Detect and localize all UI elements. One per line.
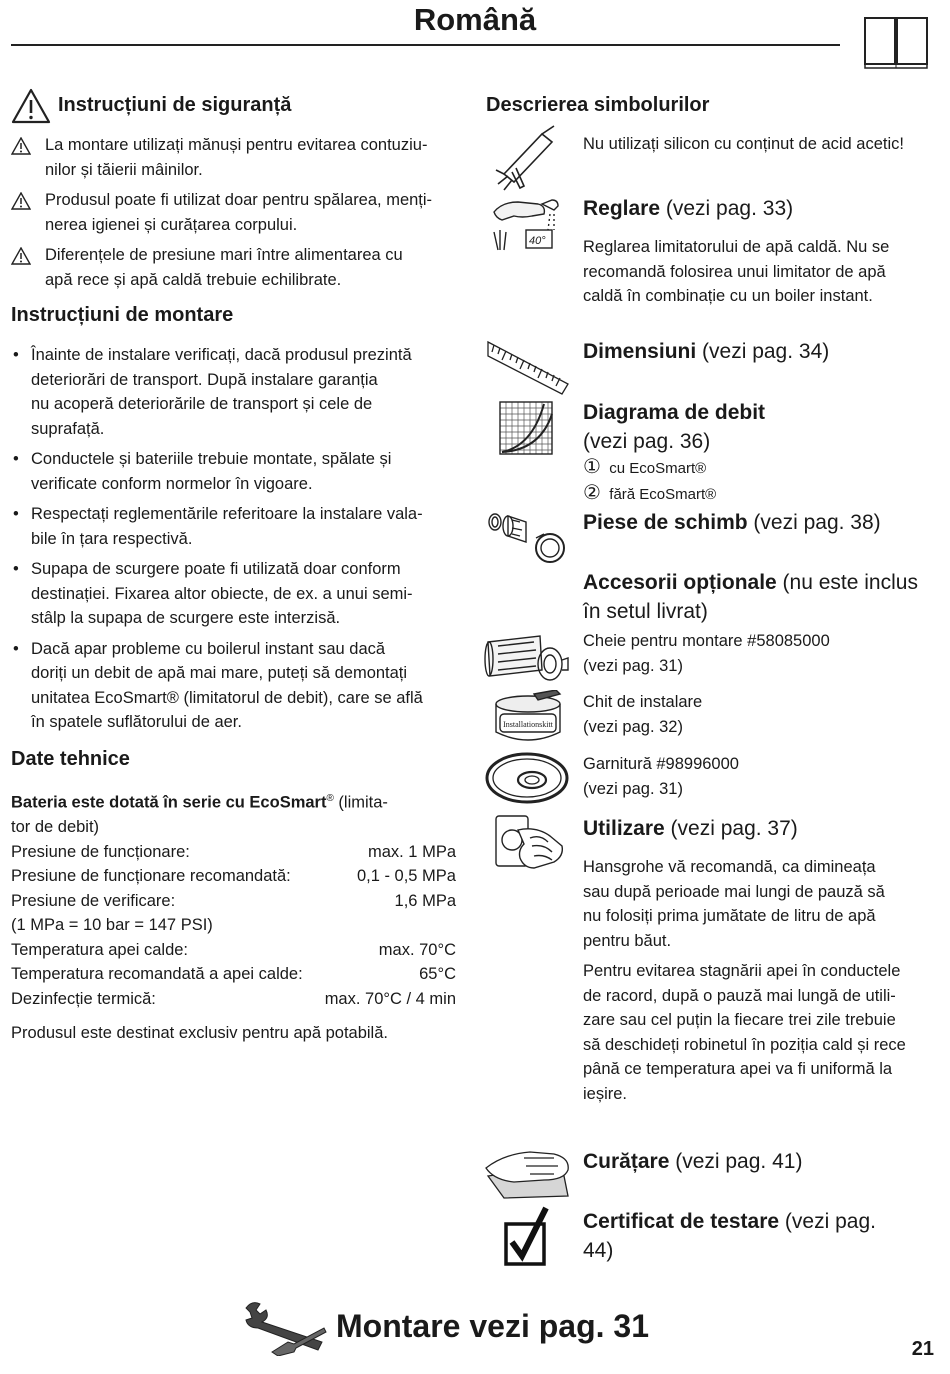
- line: caldă în combinație cu un boiler instant.: [583, 287, 873, 305]
- line: Garnitură #98996000: [583, 755, 739, 773]
- line: nerea igienei și curățarea corpului.: [45, 215, 298, 234]
- mounting-key-icon: [484, 630, 570, 686]
- spec-value: max. 70°C / 4 min: [324, 989, 456, 1008]
- safety-list: [11, 133, 461, 298]
- page-title: Română: [413, 2, 537, 37]
- certificat-ref-line: 44): [583, 1239, 614, 1262]
- symbols-heading: Descrierea simbolurilor: [486, 94, 710, 116]
- spec-row: [11, 889, 456, 914]
- spec-label: Temperatura apei calde:: [11, 940, 189, 959]
- legend-item: [583, 455, 716, 481]
- spec-row: [11, 864, 456, 889]
- line: în spatele suflătorului de aer.: [31, 713, 242, 731]
- safety-heading: Instrucțiuni de siguranță: [58, 94, 292, 116]
- garnitura-text: [583, 752, 739, 801]
- reglare-bold: Reglare: [583, 197, 661, 220]
- certificat-ref: (vezi pag.: [779, 1210, 876, 1233]
- line: Chit de instalare: [583, 693, 703, 711]
- list-item: [11, 557, 461, 631]
- silicone-gun-icon: [494, 124, 558, 192]
- legend-label: cu EcoSmart®: [609, 460, 707, 477]
- warning-icon: [11, 192, 31, 210]
- line: • Respectați reglementările referitoare la instalare vala-: [31, 505, 423, 523]
- line: apă rece și apă caldă trebuie echilibrate.: [45, 270, 342, 289]
- line: La montare utilizați mănuși pentru evitarea contuziu-: [45, 136, 428, 154]
- intro-rest-line: tor de debit): [11, 818, 100, 836]
- legend-item: [583, 481, 716, 507]
- line: nu acoperă deteriorările de transport și cele de: [31, 395, 373, 413]
- technical-intro: [11, 787, 456, 815]
- utilizare-p1: [583, 855, 935, 953]
- spec-label: Presiune de verificare:: [11, 891, 176, 910]
- dimensiuni-ref: (vezi pag. 34): [696, 340, 830, 363]
- safety-item: [11, 243, 461, 292]
- line: stâlp la supapa de scurgere este interzisă.: [31, 609, 341, 627]
- line: destinației. Fixarea altor obiecte, de ex. a unui semi-: [31, 584, 413, 603]
- silicone-text: Nu utilizați silicon cu conținut de acid acetic!: [583, 135, 904, 153]
- flow-diagram-icon: [498, 400, 554, 456]
- intro-bold: Bateria este dotată în serie cu EcoSmart: [11, 793, 327, 812]
- diagrama-legend: [583, 455, 716, 507]
- title-rule: [11, 44, 840, 46]
- accesorii-ref-line: în setul livrat): [583, 600, 708, 623]
- footer-montare: Montare vezi pag. 31: [336, 1308, 649, 1344]
- line: deteriorări de transport. După instalare garanția: [31, 370, 378, 389]
- certificat-bold: Certificat de testare: [583, 1210, 780, 1233]
- ruler-icon: [486, 340, 570, 396]
- curatare-bold: Curățare: [583, 1150, 670, 1173]
- technical-heading: Date tehnice: [11, 748, 130, 770]
- cheie-text: [583, 629, 830, 678]
- piese-ref: (vezi pag. 38): [747, 511, 881, 534]
- line: unitatea EcoSmart® (limitatorul de debit), care se află: [31, 688, 423, 707]
- putty-label: Installationskitt: [503, 720, 553, 729]
- utilizare-bold: Utilizare: [583, 817, 665, 840]
- reglare-text: [583, 235, 933, 309]
- thermostat-hand-icon: [492, 194, 564, 254]
- spec-row: [11, 840, 456, 865]
- utilizare-title: [583, 814, 798, 843]
- line: • Înainte de instalare verificați, dacă produsul prezintă: [31, 346, 412, 364]
- curatare-ref: (vezi pag. 41): [669, 1150, 803, 1173]
- intro-rest: (limita-: [333, 793, 388, 812]
- line: până ce temperatura apei va fi uniformă la: [583, 1060, 893, 1078]
- curatare-title: [583, 1147, 802, 1176]
- hand-valve-icon: [490, 812, 566, 872]
- spec-row: [11, 987, 456, 1012]
- reglare-ref: (vezi pag. 33): [660, 197, 794, 220]
- accesorii-ref: (nu este inclus: [776, 571, 918, 594]
- line: sau după perioade mai lungi de pauză să: [583, 882, 885, 901]
- spec-value: max. 70°C: [378, 940, 456, 959]
- list-item: [11, 637, 461, 735]
- line: verificate conform normelor în vigoare.: [31, 474, 313, 493]
- circled-two: ②: [583, 482, 601, 504]
- checkbox-certificate-icon: [502, 1206, 550, 1268]
- list-item: [11, 343, 461, 441]
- spec-value: 65°C: [419, 965, 456, 983]
- dimensiuni-title: [583, 337, 829, 366]
- line: zare sau cel puțin la fiecare trei zile trebuie: [583, 1011, 896, 1029]
- line: Pentru evitarea stagnării apei în conductele: [583, 962, 901, 980]
- warning-icon: [11, 247, 31, 265]
- warning-triangle-large-icon: [11, 88, 51, 124]
- circled-one: ①: [583, 456, 601, 478]
- registered-mark: ®: [326, 793, 334, 804]
- spec-label: Presiune de funcționare recomandată:: [11, 867, 291, 885]
- accesorii-bold: Accesorii opționale: [583, 571, 777, 594]
- line: Hansgrohe vă recomandă, ca dimineața: [583, 858, 876, 876]
- spec-label: Presiune de funcționare:: [11, 842, 190, 861]
- diagrama-ref: (vezi pag. 36): [583, 430, 711, 453]
- line: Cheie pentru montare #58085000: [583, 632, 830, 650]
- thermostat-display: 40°: [529, 235, 546, 247]
- line: Diferențele de presiune mari între alimentarea cu: [45, 246, 403, 264]
- spec-row: [11, 962, 456, 987]
- reglare-title: [583, 194, 793, 223]
- technical-block: [11, 787, 456, 1011]
- line: (vezi pag. 31): [583, 656, 683, 675]
- tools-icon: [242, 1298, 328, 1356]
- spec-row: [11, 913, 456, 938]
- spec-row: [11, 938, 456, 963]
- diagrama-title: [583, 398, 765, 427]
- list-item: [11, 502, 461, 551]
- line: • Dacă apar probleme cu boilerul instant sau dacă: [31, 639, 386, 658]
- warning-icon: [11, 137, 31, 155]
- line: (vezi pag. 32): [583, 717, 683, 736]
- line: să deschideți robinetul în poziția cald și rece: [583, 1035, 906, 1054]
- potable-note: Produsul este destinat exclusiv pentru apă potabilă.: [11, 1024, 388, 1042]
- line: nilor și tăierii mâinilor.: [45, 160, 203, 179]
- line: Reglarea limitatorului de apă caldă. Nu se: [583, 238, 890, 256]
- safety-item: [11, 133, 461, 182]
- gasket-icon: [484, 752, 570, 808]
- spec-value: max. 1 MPa: [367, 842, 456, 861]
- line: • Supapa de scurgere poate fi utilizată doar conform: [31, 560, 401, 578]
- line: suprafață.: [31, 419, 105, 438]
- list-item: [11, 447, 461, 496]
- mounting-list: [11, 343, 461, 741]
- spec-value: 1,6 MPa: [394, 891, 456, 910]
- line: Produsul poate fi utilizat doar pentru spălarea, menți-: [45, 191, 433, 209]
- utilizare-ref: (vezi pag. 37): [664, 817, 798, 840]
- line: nu folosiți prima jumătate de litru de apă: [583, 907, 876, 925]
- line: de racord, după o pauză mai lungă de utili-: [583, 986, 896, 1005]
- line: pentru băut.: [583, 931, 672, 950]
- piese-bold: Piese de schimb: [583, 511, 748, 534]
- line: recomandă folosirea unui limitator de apă: [583, 262, 886, 281]
- utilizare-p2: [583, 959, 935, 1106]
- chit-text: [583, 690, 702, 739]
- diagrama-bold: Diagrama de debit: [583, 401, 766, 424]
- mounting-heading: Instrucțiuni de montare: [11, 304, 234, 326]
- line: bile în țara respectivă.: [31, 529, 193, 548]
- dimensiuni-bold: Dimensiuni: [583, 340, 697, 363]
- piese-title: [583, 508, 881, 537]
- spare-parts-icon: [486, 508, 570, 564]
- spec-value: 0,1 - 0,5 MPa: [356, 867, 456, 885]
- book-icon: [862, 14, 930, 70]
- safety-item: [11, 188, 461, 237]
- spec-label: (1 MPa = 10 bar = 147 PSI): [11, 916, 213, 934]
- certificat-title: [583, 1207, 876, 1236]
- line: (vezi pag. 31): [583, 779, 683, 798]
- spec-label: Dezinfecție termică:: [11, 989, 156, 1008]
- putty-tin-icon: [490, 690, 566, 746]
- spec-label: Temperatura recomandată a apei calde:: [11, 965, 303, 983]
- line: doriți un debit de apă mai mare, puteți să demontați: [31, 664, 408, 682]
- line: • Conductele și bateriile trebuie montate, spălate și: [31, 450, 392, 468]
- legend-label: fără EcoSmart®: [609, 486, 717, 503]
- line: ieșire.: [583, 1084, 628, 1103]
- cleaning-cloth-icon: [484, 1146, 572, 1200]
- page-number: 21: [911, 1338, 934, 1360]
- accesorii-title: [583, 568, 918, 597]
